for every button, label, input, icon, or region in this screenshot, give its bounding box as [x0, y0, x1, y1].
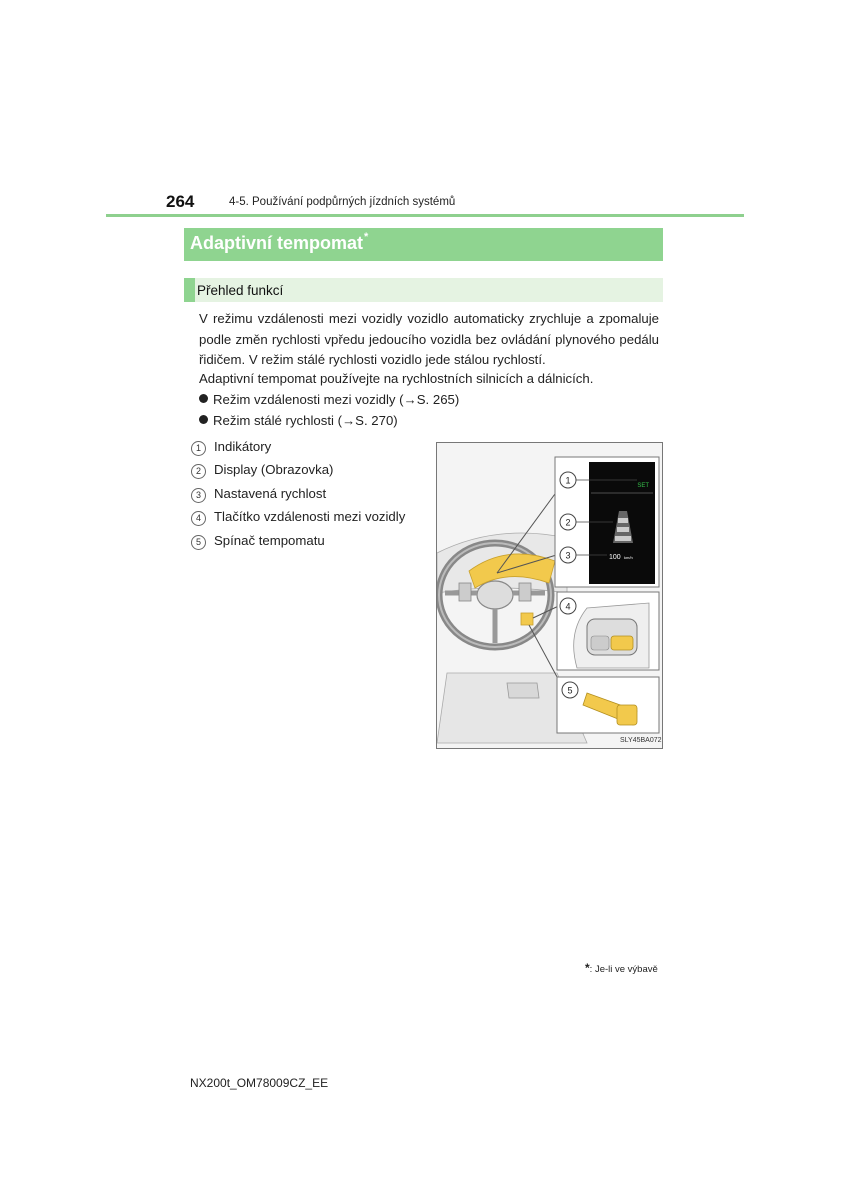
callout-number: 2	[191, 464, 206, 479]
svg-text:4: 4	[565, 601, 571, 612]
callout-number: 4	[191, 511, 206, 526]
bullet-dot-icon	[199, 394, 208, 403]
legend-item	[191, 486, 326, 503]
bullet-item	[199, 392, 459, 407]
svg-text:5: 5	[567, 685, 573, 696]
model-code: NX200t_OM78009CZ_EE	[190, 1076, 329, 1090]
svg-text:2: 2	[565, 517, 571, 528]
figure-code: SLY45BA072	[620, 737, 662, 744]
legend-label: Indikátory	[214, 439, 272, 454]
legend-label: Spínač tempomatu	[214, 533, 325, 548]
page-title	[190, 233, 368, 254]
callout-number: 5	[191, 535, 206, 550]
usage-paragraph: Adaptivní tempomat používejte na rychlostních silnicích a dálnicích.	[199, 371, 594, 386]
callout-number: 1	[191, 441, 206, 456]
display-speed-unit: km/h	[624, 555, 633, 560]
display-set-speed: 100	[609, 554, 621, 561]
header-divider	[106, 214, 744, 217]
footnote-text: : Je-li ve výbavě	[589, 964, 658, 975]
svg-text:1: 1	[565, 475, 571, 486]
bullet-link-distance-mode[interactable]: Režim vzdálenosti mezi vozidly (→S. 265)	[213, 392, 460, 407]
cockpit-drawing	[437, 443, 663, 749]
bullet-link-constant-speed-mode[interactable]: Režim stálé rychlosti (→S. 270)	[213, 413, 398, 428]
optional-equipment-mark: *	[364, 231, 369, 243]
legend-item	[191, 439, 271, 456]
bullet-item	[199, 413, 398, 428]
footnote-mark: *	[585, 961, 590, 975]
legend-label: Nastavená rychlost	[214, 486, 327, 501]
footnote	[585, 961, 658, 975]
legend-label: Tlačítko vzdálenosti mezi vozidly	[214, 509, 406, 524]
cockpit-illustration	[436, 442, 663, 749]
callout-4	[560, 598, 576, 614]
bullet-dot-icon	[199, 415, 208, 424]
legend-item	[191, 533, 325, 550]
legend-item	[191, 509, 405, 526]
legend-item	[191, 462, 333, 479]
callout-5	[562, 682, 578, 698]
display-set-label: SET	[637, 483, 649, 489]
section-reference: 4-5. Používání podpůrných jízdních systémů	[229, 196, 456, 208]
intro-paragraph: V režimu vzdálenosti mezi vozidly vozidlo automaticky zrychluje a zpomaluje podle změn rychlosti vpředu jedoucího vozidla bez ovládání plynového pedálu řidičem. V režim stálé rychlosti vozidlo jede stálou rychlostí.	[199, 311, 659, 367]
page-number: 264	[166, 192, 195, 211]
subsection-title: Přehled funkcí	[197, 283, 284, 298]
legend-label: Display (Obrazovka)	[214, 462, 334, 477]
callout-number: 3	[191, 488, 206, 503]
page-title-text: Adaptivní tempomat	[190, 233, 364, 253]
svg-text:3: 3	[565, 550, 571, 561]
